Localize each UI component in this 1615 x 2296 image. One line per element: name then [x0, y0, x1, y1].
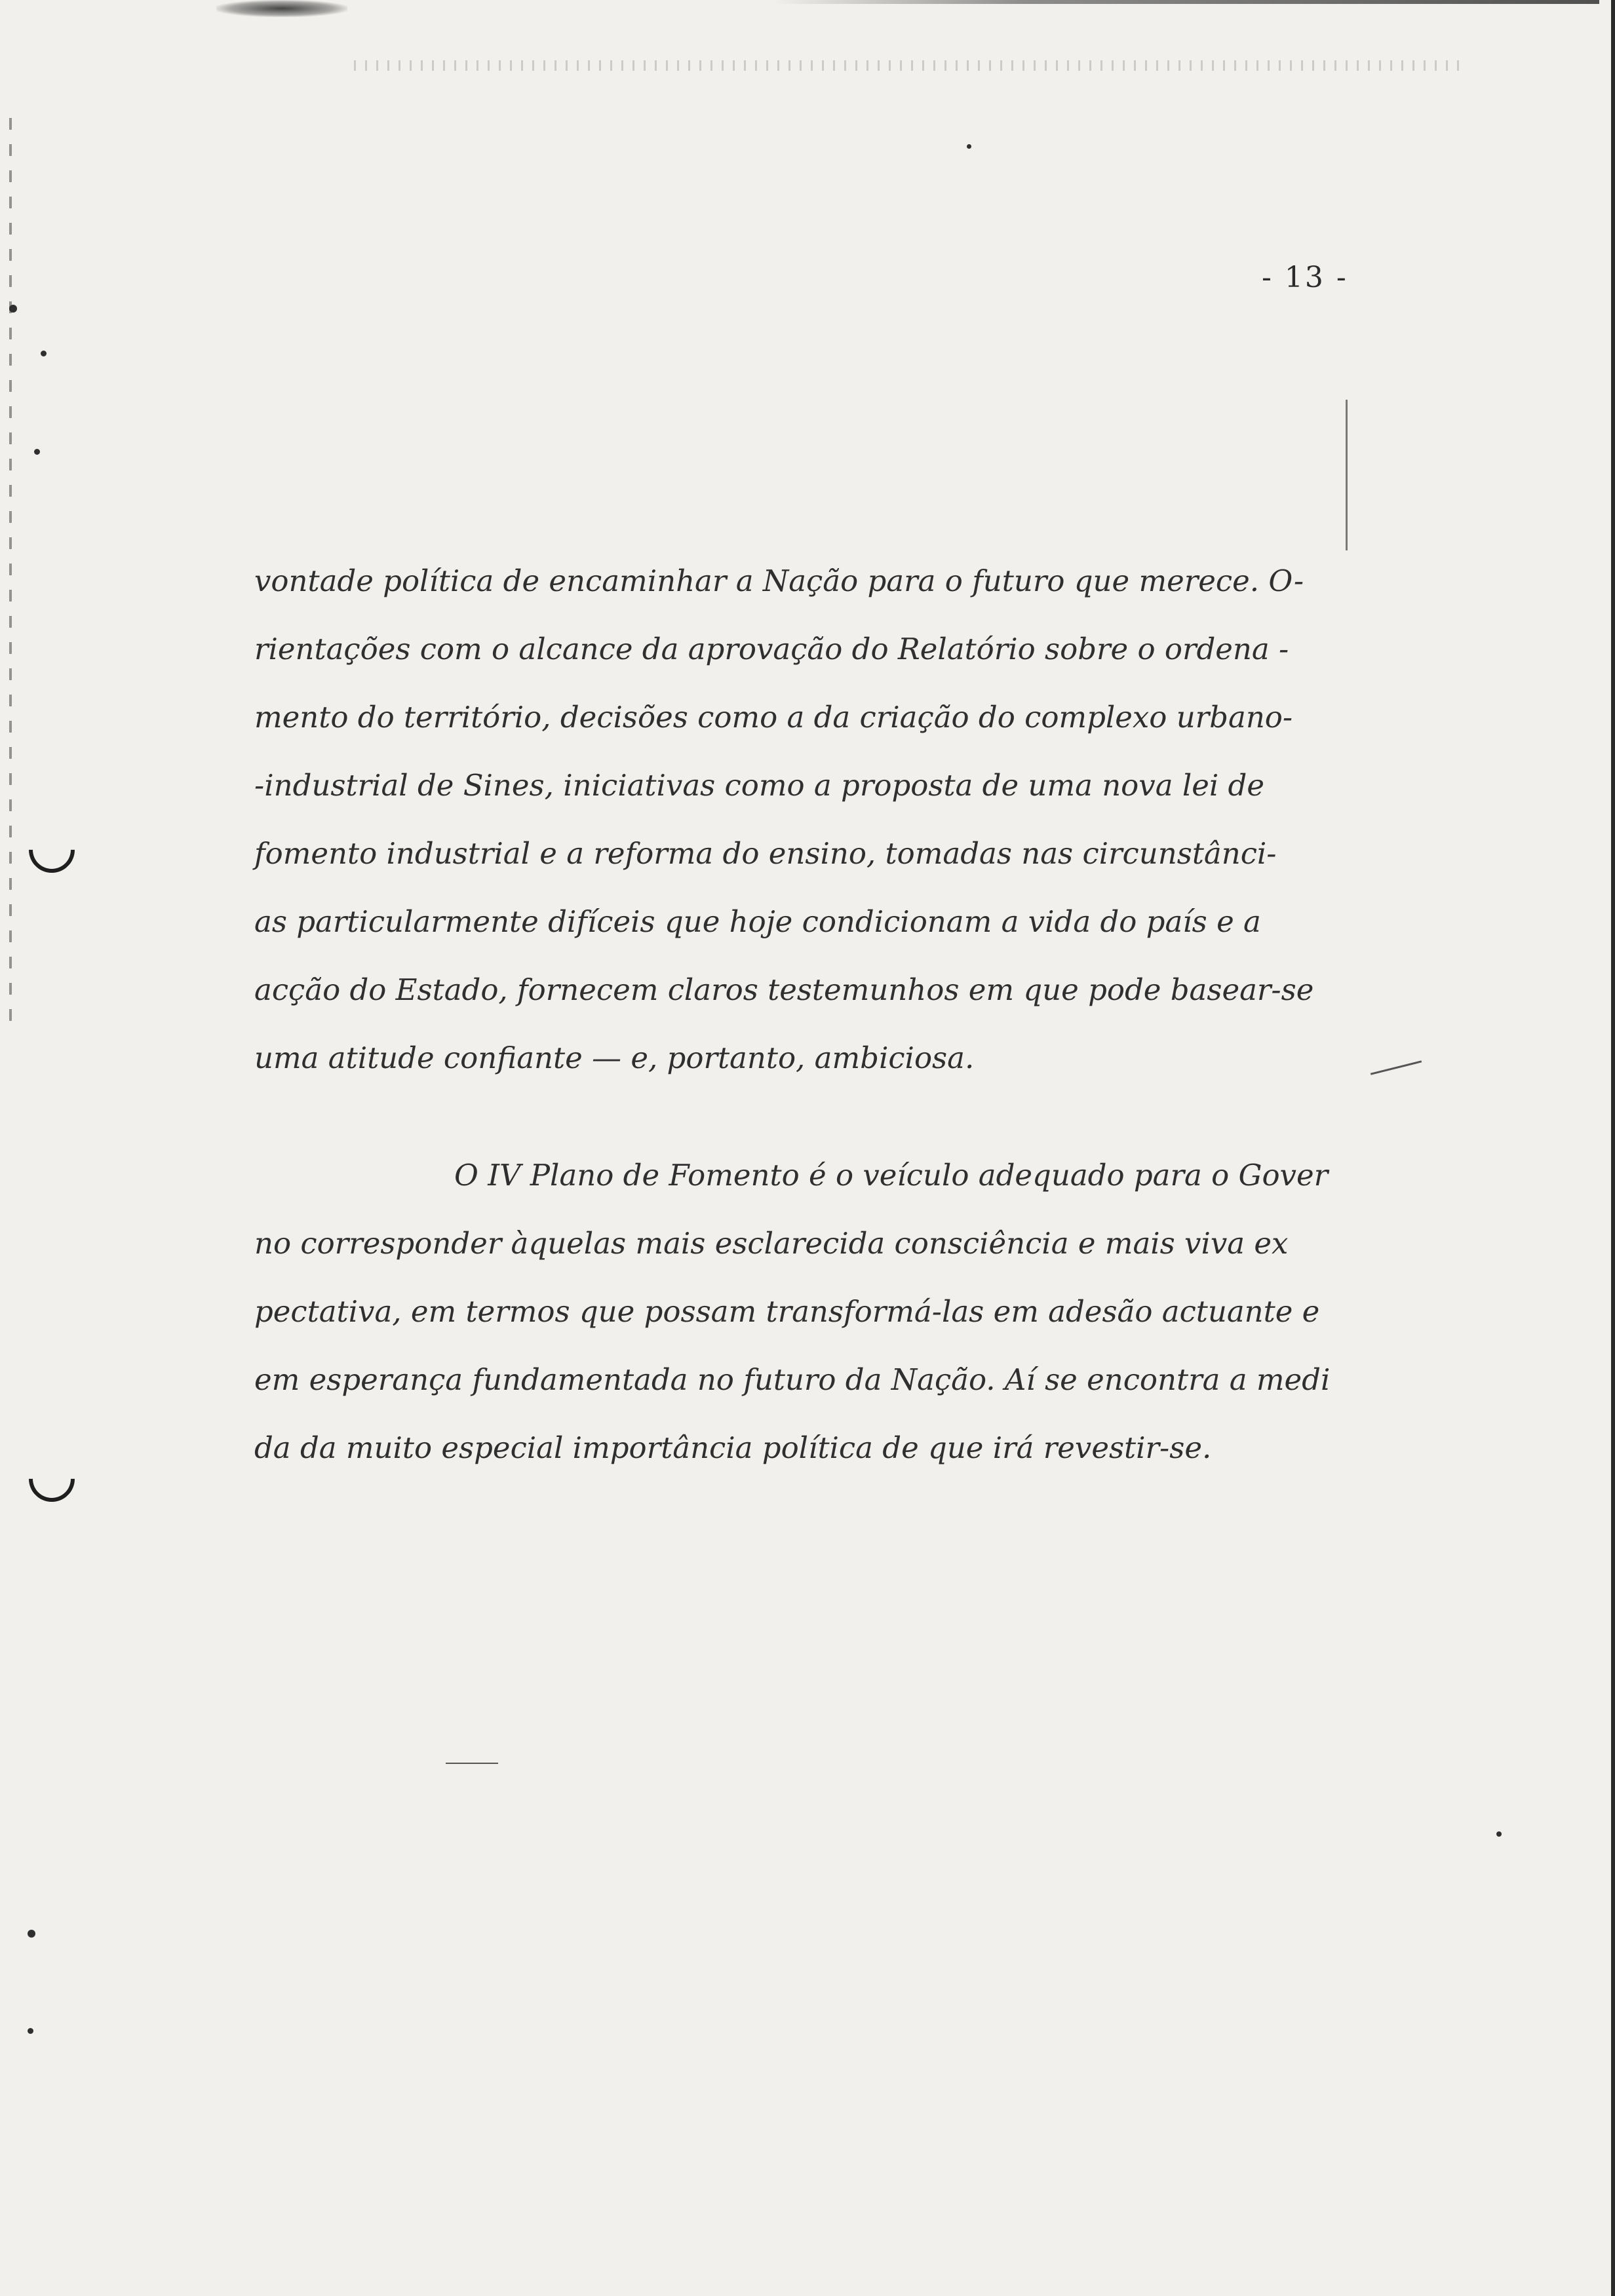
scan-edge-shadow — [773, 0, 1599, 4]
body-paragraph — [254, 1141, 1369, 1482]
page-number: - 13 - — [1262, 261, 1348, 294]
text-line: mento do território, decisões como a da criação do complexo urbano- — [254, 700, 1293, 735]
text-line: uma atitude confiante — e, portanto, ambiciosa. — [254, 1041, 975, 1075]
scan-dot — [967, 144, 971, 149]
text-line: em esperança fundamentada no futuro da Nação. Aí se encontra a medi — [254, 1362, 1331, 1397]
stray-mark — [446, 1763, 498, 1764]
text-line: -industrial de Sines, iniciativas como a proposta de uma nova lei de — [254, 768, 1264, 803]
punch-hole — [20, 1447, 85, 1512]
punch-hole — [20, 818, 85, 883]
text-line: fomento industrial e a reforma do ensino, tomadas nas circunstânci- — [254, 836, 1277, 871]
text-line: pectativa, em termos que possam transformá-las em adesão actuante e — [254, 1294, 1320, 1329]
text-line: no corresponder àquelas mais esclarecida consciência e mais viva ex — [254, 1226, 1289, 1261]
left-margin-marks — [9, 118, 12, 1035]
margin-mark — [1346, 400, 1348, 550]
scan-dot — [1496, 1831, 1502, 1837]
scan-smudge — [216, 0, 347, 17]
text-line: da da muito especial importância política de que irá revestir-se. — [254, 1430, 1212, 1465]
scan-dot — [41, 351, 47, 356]
scan-dot — [28, 1930, 35, 1938]
text-line: acção do Estado, fornecem claros testemunhos em que pode basear-se — [254, 972, 1314, 1007]
scan-dot — [9, 305, 17, 313]
text-line: vontade política de encaminhar a Nação para o futuro que merece. O- — [254, 564, 1304, 598]
text-line: as particularmente difíceis que hoje condicionam a vida do país e a — [254, 904, 1261, 939]
scan-dot — [34, 449, 40, 455]
text-line: rientações com o alcance da aprovação do Relatório sobre o ordena - — [254, 632, 1289, 666]
text-line: O IV Plano de Fomento é o veículo adequado para o Gover — [454, 1158, 1329, 1193]
stray-mark — [1371, 1060, 1422, 1075]
body-paragraph — [254, 547, 1369, 1092]
scan-dot — [28, 2028, 33, 2034]
scan-noise — [354, 60, 1468, 71]
page-edge — [1611, 0, 1615, 2296]
